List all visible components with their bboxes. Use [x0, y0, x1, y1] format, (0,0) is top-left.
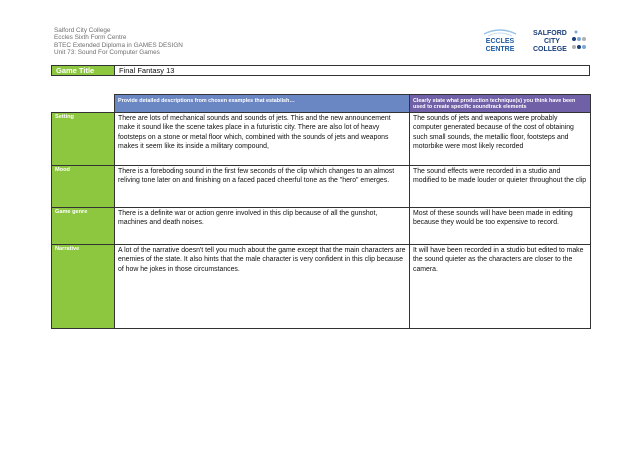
table-row-game-genre [52, 208, 591, 245]
table-row-narrative [52, 245, 591, 329]
table-row-setting [52, 113, 591, 166]
document-header [54, 27, 183, 57]
salford-logo-text-3: COLLEGE [533, 46, 567, 53]
salford-logo-text-2: CITY [544, 38, 560, 45]
row-label-setting: Setting [52, 113, 115, 166]
row-label-game-genre: Game genre [52, 208, 115, 245]
eccles-centre-logo [480, 26, 520, 54]
game-title-row [51, 65, 590, 76]
unit-name: Unit 73: Sound For Computer Games [54, 49, 160, 57]
header-blank-cell [52, 95, 115, 113]
table-row-mood [52, 166, 591, 208]
descriptions-column-header: Provide detailed descriptions from chosen examples that establish… [115, 95, 410, 113]
eccles-logo-text-top: ECCLES [485, 38, 515, 45]
row-label-narrative: Narrative [52, 245, 115, 329]
course-name: BTEC Extended Diploma in GAMES DESIGN [54, 41, 183, 49]
salford-logo-text-1: SALFORD [533, 30, 567, 37]
game-title-value: Final Fantasy 13 [119, 66, 175, 75]
analysis-table [51, 94, 591, 329]
game-genre-description: There is a definite war or action genre involved in this clip because of all the gunshot, machines and death noises. [115, 208, 410, 245]
game-title-label: Game Title [52, 66, 115, 75]
mood-description: There is a foreboding sound in the first few seconds of the clip which changes to an almost reliving tone later on and finishing on a faced paced cheerful tone as the "hero" emerges. [115, 166, 410, 208]
eccles-logo-text-bottom: CENTRE [485, 46, 515, 53]
college-name: Salford City College [54, 27, 111, 34]
setting-description: There are lots of mechanical sounds and sounds of jets. This and the new announcement make it sound like the scene takes place in a futuristic city. There are also lot of heavy footsteps on a stone or metal floor which, combined with the sounds of jets and weapons makes it seem like its inside a military compound, [115, 113, 410, 166]
row-label-mood: Mood [52, 166, 115, 208]
narrative-technique: It will have been recorded in a studio but edited to make the sound quieter as the characters are closer to the camera. [410, 245, 591, 329]
table-header-row [52, 95, 591, 113]
mood-technique: The sound effects were recorded in a studio and modified to be made louder or quieter throughout the clip [410, 166, 591, 208]
narrative-description: A lot of the narrative doesn't tell you much about the game except that the main characters are enemies of the state. It also hints that the male character is very confident in this clip because of how he jokes in those circumstances. [115, 245, 410, 329]
centre-name: Eccles Sixth Form Centre [54, 34, 127, 42]
salford-city-college-logo [530, 26, 590, 54]
game-genre-technique: Most of these sounds will have been made in editing because they would be too expensive to record. [410, 208, 591, 245]
techniques-column-header: Clearly state what production technique(s) you think have been used to create specific soundtrack elements [410, 95, 591, 113]
setting-technique: The sounds of jets and weapons were probably computer generated because of the cost of obtaining such small sounds, the metallic floor, footsteps and motorbike were most likely recorded [410, 113, 591, 166]
